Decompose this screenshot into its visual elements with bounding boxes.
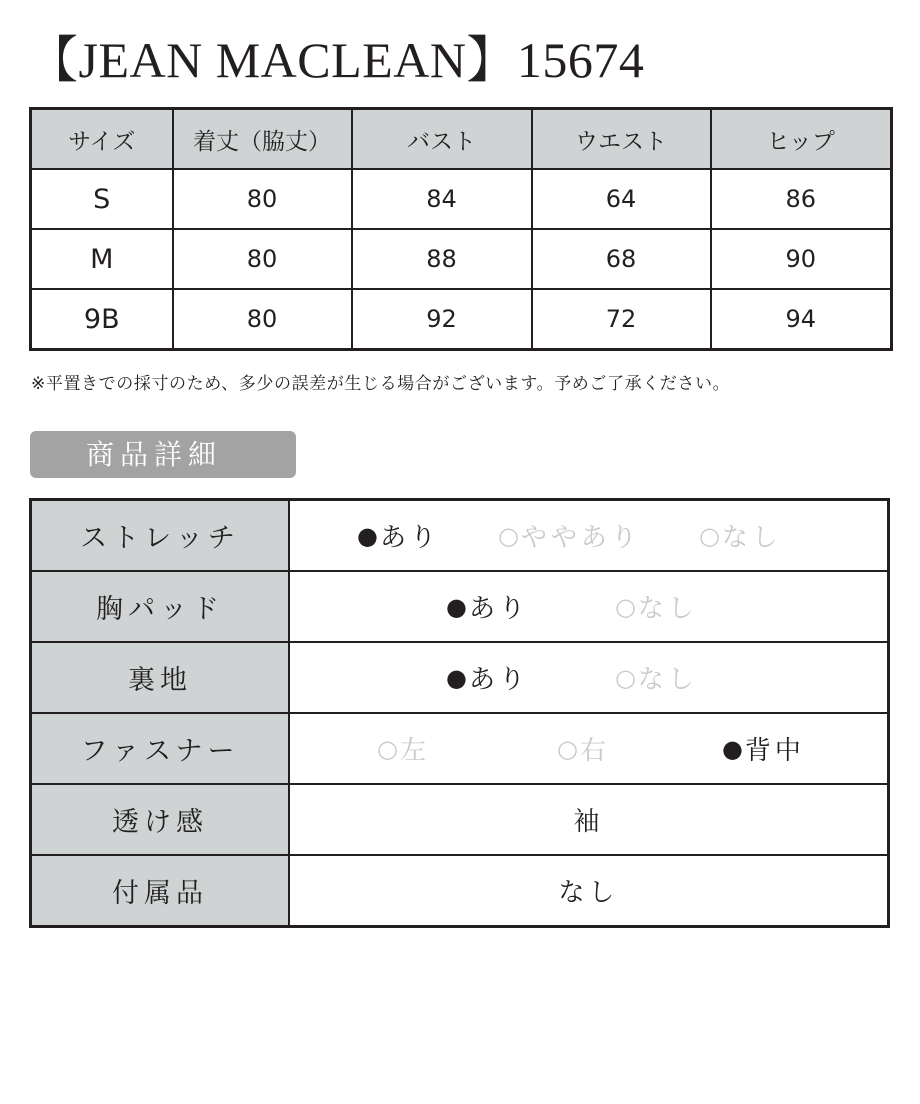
hip-cell: 86	[711, 169, 892, 229]
bust-cell: 92	[352, 289, 532, 350]
header-bust: バスト	[352, 109, 532, 170]
filled-circle-icon: ●	[357, 521, 378, 550]
hip-cell: 90	[711, 229, 892, 289]
detail-row-sheer	[31, 784, 889, 855]
length-cell: 80	[173, 229, 352, 289]
empty-circle-icon: ○	[377, 734, 398, 763]
measurement-note: ※平置きでの採寸のため、多少の誤差が生じる場合がございます。予めご了承ください。	[31, 374, 731, 394]
filled-circle-icon: ●	[446, 663, 467, 692]
lining-option-yes: ● あり	[446, 663, 529, 695]
stretch-option-none: ○ なし	[698, 521, 782, 553]
accessories-value: なし	[289, 855, 889, 927]
size-table-header-row	[31, 109, 892, 170]
length-cell: 80	[173, 289, 352, 350]
stretch-option-slight: ○ ややあり	[497, 521, 641, 553]
size-cell: 9B	[31, 289, 173, 350]
filled-circle-icon: ●	[446, 592, 467, 621]
section-title-badge: 商品詳細	[30, 431, 296, 478]
lining-option-none: ○ なし	[614, 663, 698, 695]
zipper-option-right: ○ 右	[556, 734, 610, 766]
zipper-label: ファスナー	[31, 713, 290, 784]
size-cell: S	[31, 169, 173, 229]
hip-cell: 94	[711, 289, 892, 350]
table-row	[31, 229, 892, 289]
empty-circle-icon: ○	[698, 521, 720, 550]
stretch-label: ストレッチ	[31, 500, 290, 572]
waist-cell: 72	[532, 289, 711, 350]
zipper-option-back: ● 背中	[721, 734, 805, 766]
table-row	[31, 289, 892, 350]
bust-cell: 88	[352, 229, 532, 289]
pad-option-none: ○ なし	[614, 592, 698, 624]
empty-circle-icon: ○	[614, 592, 636, 621]
page-title: 【JEAN MACLEAN】15674	[28, 32, 645, 88]
pad-label: 胸パッド	[31, 571, 290, 642]
sheer-label: 透け感	[31, 784, 290, 855]
filled-circle-icon: ●	[721, 734, 743, 763]
header-size: サイズ	[31, 109, 173, 170]
detail-row-stretch	[31, 500, 889, 572]
stretch-option-yes: ● あり	[357, 521, 440, 553]
table-row	[31, 169, 892, 229]
detail-row-lining	[31, 642, 889, 713]
header-hip: ヒップ	[711, 109, 892, 170]
header-length: 着丈（脇丈）	[173, 109, 352, 170]
empty-circle-icon: ○	[556, 734, 578, 763]
size-cell: M	[31, 229, 173, 289]
pad-option-yes: ● あり	[446, 592, 529, 624]
header-waist: ウエスト	[532, 109, 711, 170]
size-table	[29, 107, 893, 351]
product-detail-table	[29, 498, 890, 928]
empty-circle-icon: ○	[497, 521, 519, 550]
detail-row-accessories	[31, 855, 889, 927]
lining-label: 裏地	[31, 642, 290, 713]
waist-cell: 68	[532, 229, 711, 289]
sheer-value: 袖	[289, 784, 889, 855]
zipper-option-left: ○ 左	[377, 734, 430, 766]
accessories-label: 付属品	[31, 855, 290, 927]
length-cell: 80	[173, 169, 352, 229]
empty-circle-icon: ○	[614, 663, 636, 692]
detail-row-pad	[31, 571, 889, 642]
bust-cell: 84	[352, 169, 532, 229]
waist-cell: 64	[532, 169, 711, 229]
detail-row-zipper	[31, 713, 889, 784]
